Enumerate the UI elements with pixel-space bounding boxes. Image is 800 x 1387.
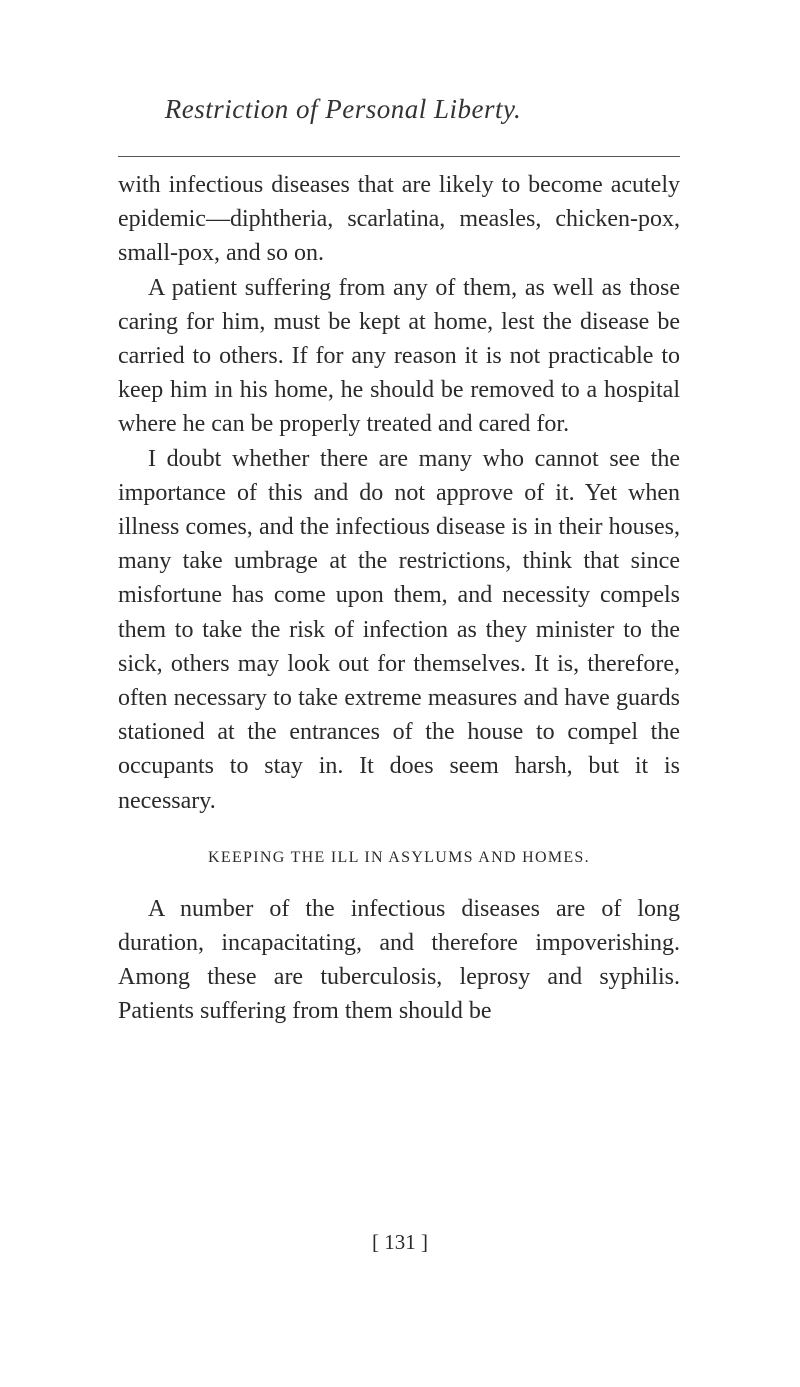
section-heading: KEEPING THE ILL IN ASYLUMS AND HOMES. [208, 848, 590, 866]
paragraph-patient-isolation: A patient suffering from any of them, as well as those caring for him, must be kept at home, lest the disease be carried to others. If for any reason it is not practicable to keep him in his home, he should be removed to a hospital where he can be properly treated and cared for. [118, 274, 680, 438]
header-rule [118, 156, 680, 157]
paragraph-long-duration-diseases: A number of the infectious diseases are of long duration, incapacitating, and therefore impoverishing. Among these are tuberculosis, leprosy and syphilis. Patients suffering from them should be [118, 895, 680, 1025]
running-head: Restriction of Personal Liberty. [164, 94, 522, 124]
page-number: [ 131 ] [372, 1230, 428, 1254]
paragraph-continuation: with infectious diseases that are likely to become acutely epidemic—diphtheria, scarlatina, measles, chicken-pox, small-pox, and so on. [118, 172, 680, 267]
paragraph-restrictions: I doubt whether there are many who cannot see the importance of this and do not approve of it. Yet when illness comes, and the infectious disease is in their houses, many take umbrage at the restrictions, think that since misfortune has come upon them, and necessity compels them to take the risk of infection as they minister to the sick, others may look out for themselves. It is, therefore, often necessary to take extreme measures and have guards stationed at the entrances of the house to compel the occupants to stay in. It does seem harsh, but it is necessary. [118, 445, 680, 814]
body-text [118, 168, 680, 1029]
